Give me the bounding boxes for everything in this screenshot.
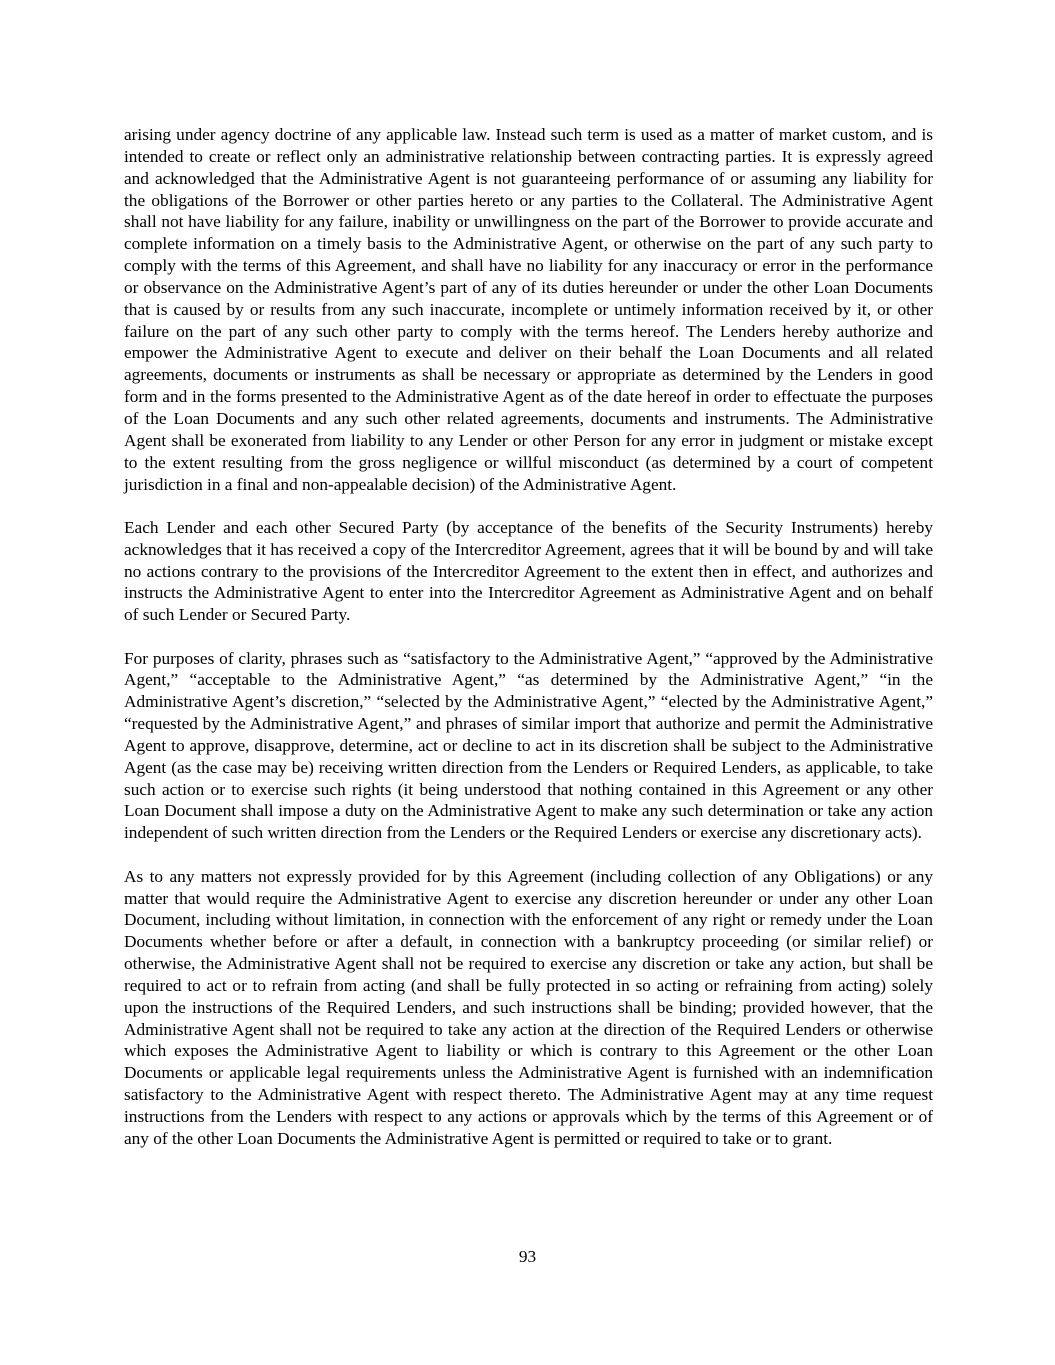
document-body xyxy=(124,124,933,1171)
page-number: 93 xyxy=(518,1247,537,1266)
paragraph-agency-doctrine: arising under agency doctrine of any applicable law. Instead such term is used as a matter of market custom, and is intended to create or reflect only an administrative relationship between contracting parties. It is expressly agreed and acknowledged that the Administrative Agent is not guaranteeing performance of or assuming any liability for the obligations of the Borrower or other parties hereto or any parties to the Collateral. The Administrative Agent shall not have liability for any failure, inability or unwillingness on the part of the Borrower to provide accurate and complete information on a timely basis to the Administrative Agent, or otherwise on the part of any such party to comply with the terms of this Agreement, and shall have no liability for any inaccuracy or error in the performance or observance on the Administrative Agent’s part of any of its duties hereunder or under the other Loan Documents that is caused by or results from any such inaccurate, incomplete or untimely information received by it, or other failure on the part of any such other party to comply with the terms hereof. The Lenders hereby authorize and empower the Administrative Agent to execute and deliver on their behalf the Loan Documents and all related agreements, documents or instruments as shall be necessary or appropriate as determined by the Lenders in good form and in the forms presented to the Administrative Agent as of the date hereof in order to effectuate the purposes of the Loan Documents and any such other related agreements, documents and instruments. The Administrative Agent shall be exonerated from liability to any Lender or other Person for any error in judgment or mistake except to the extent resulting from the gross negligence or willful misconduct (as determined by a court of competent jurisdiction in a final and non-appealable decision) of the Administrative Agent. xyxy=(124,125,933,494)
paragraph-intercreditor-agreement: Each Lender and each other Secured Party (by acceptance of the benefits of the Security Instruments) hereby acknowledges that it has received a copy of the Intercreditor Agreement, agrees that it will be bound by and will take no actions contrary to the provisions of the Intercreditor Agreement to the extent then in effect, and authorizes and instructs the Administrative Agent to enter into the Intercreditor Agreement as Administrative Agent and on behalf of such Lender or Secured Party. xyxy=(124,517,933,625)
paragraph-purposes-of-clarity: For purposes of clarity, phrases such as “satisfactory to the Administrative Agent,” “approved by the Administrative Agent,” “acceptable to the Administrative Agent,” “as determined by the Administrative Agent,” “in the Administrative Agent’s discretion,” “selected by the Administrative Agent,” “elected by the Administrative Agent,” “requested by the Administrative Agent,” and phrases of similar import that authorize and permit the Administrative Agent to approve, disapprove, determine, act or decline to act in its discretion shall be subject to the Administrative Agent (as the case may be) receiving written direction from the Lenders or Required Lenders, as applicable, to take such action or to exercise such rights (it being understood that nothing contained in this Agreement or any other Loan Document shall impose a duty on the Administrative Agent to make any such determination or take any action independent of such written direction from the Lenders or the Required Lenders or exercise any discretionary acts). xyxy=(124,648,933,843)
paragraph-matters-not-provided: As to any matters not expressly provided for by this Agreement (including collection of any Obligations) or any matter that would require the Administrative Agent to exercise any discretion hereunder or under any other Loan Document, including without limitation, in connection with the enforcement of any right or remedy under the Loan Documents whether before or after a default, in connection with a bankruptcy proceeding (or similar relief) or otherwise, the Administrative Agent shall not be required to exercise any discretion or take any action, but shall be required to act or to refrain from acting (and shall be fully protected in so acting or refraining from acting) solely upon the instructions of the Required Lenders, and such instructions shall be binding; provided however, that the Administrative Agent shall not be required to take any action at the direction of the Required Lenders or otherwise which exposes the Administrative Agent to liability or which is contrary to this Agreement or the other Loan Documents or applicable legal requirements unless the Administrative Agent is furnished with an indemnification satisfactory to the Administrative Agent with respect thereto. The Administrative Agent may at any time request instructions from the Lenders with respect to any actions or approvals which by the terms of this Agreement or of any of the other Loan Documents the Administrative Agent is permitted or required to take or to grant. xyxy=(124,866,933,1148)
